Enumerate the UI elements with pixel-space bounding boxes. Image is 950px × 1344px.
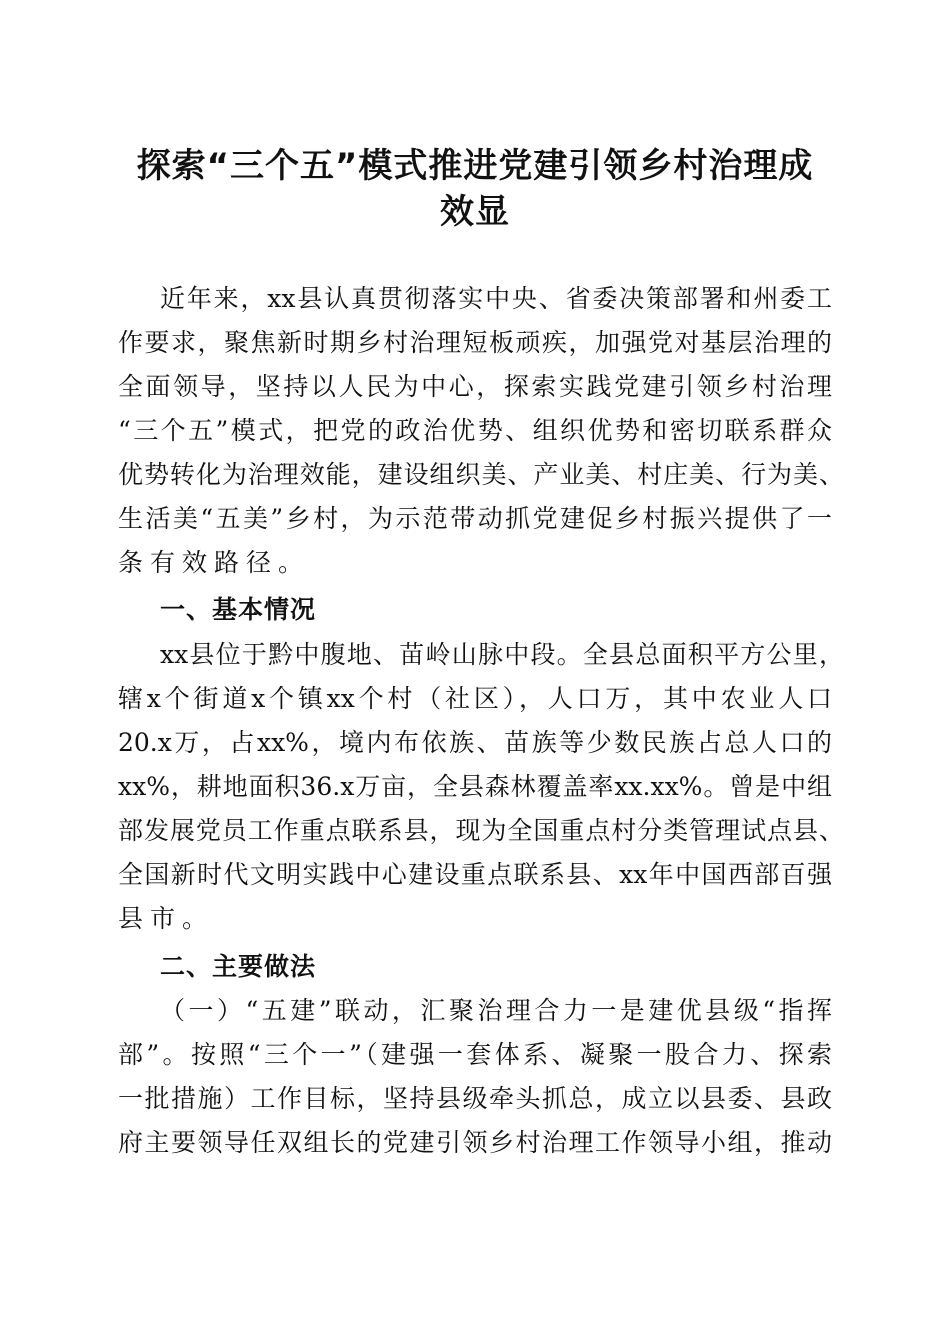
text-line: 近年来，xx县认真贯彻落实中央、省委决策部署和州委工 (160, 284, 832, 313)
text-line: 部发展党员工作重点联系县，现为全国重点村分类管理试点县、 (118, 816, 844, 845)
text-line: xx%，耕地面积36.x万亩，全县森林覆盖率xx.xx%。曾是中组 (118, 772, 832, 801)
text-line: 条有效路径。 (118, 548, 311, 577)
text-line: 生活美“五美”乡村，为示范带动抓党建促乡村振兴提供了一 (118, 504, 832, 533)
text-line: 20.x万，占xx%，境内布依族、苗族等少数民族占总人口的 (118, 728, 832, 757)
section-heading-main-practices: 二、主要做法 (160, 952, 317, 981)
section-heading-basic-situation: 一、基本情况 (160, 595, 317, 624)
text-line: 优势转化为治理效能，建设组织美、产业美、村庄美、行为美、 (118, 460, 844, 489)
text-line: 部”。按照“三个一”（建强一套体系、凝聚一股合力、探索 (118, 1040, 832, 1069)
document-title-line-2: 效显 (440, 192, 510, 232)
text-line: 作要求，聚焦新时期乡村治理短板顽疾，加强党对基层治理的 (118, 328, 832, 357)
document-title-line-1: 探索“三个五”模式推进党建引领乡村治理成 (136, 146, 814, 186)
text-line: xx县位于黔中腹地、苗岭山脉中段。全县总面积平方公里， (160, 640, 844, 669)
text-line: 全国新时代文明实践中心建设重点联系县、xx年中国西部百强 (118, 860, 832, 889)
text-line: （一）“五建”联动，汇聚治理合力一是建优县级“指挥 (160, 996, 832, 1025)
text-line: 辖x个街道x个镇xx个村（社区），人口万，其中农业人口 (118, 684, 832, 713)
text-line: 府主要领导任双组长的党建引领乡村治理工作领导小组，推动 (118, 1128, 832, 1157)
text-line: “三个五”模式，把党的政治优势、组织优势和密切联系群众 (118, 416, 832, 445)
text-line: 县市。 (118, 904, 215, 933)
text-line: 一批措施）工作目标，坚持县级牵头抓总，成立以县委、县政 (118, 1084, 832, 1113)
text-line: 全面领导，坚持以人民为中心，探索实践党建引领乡村治理 (118, 372, 832, 401)
